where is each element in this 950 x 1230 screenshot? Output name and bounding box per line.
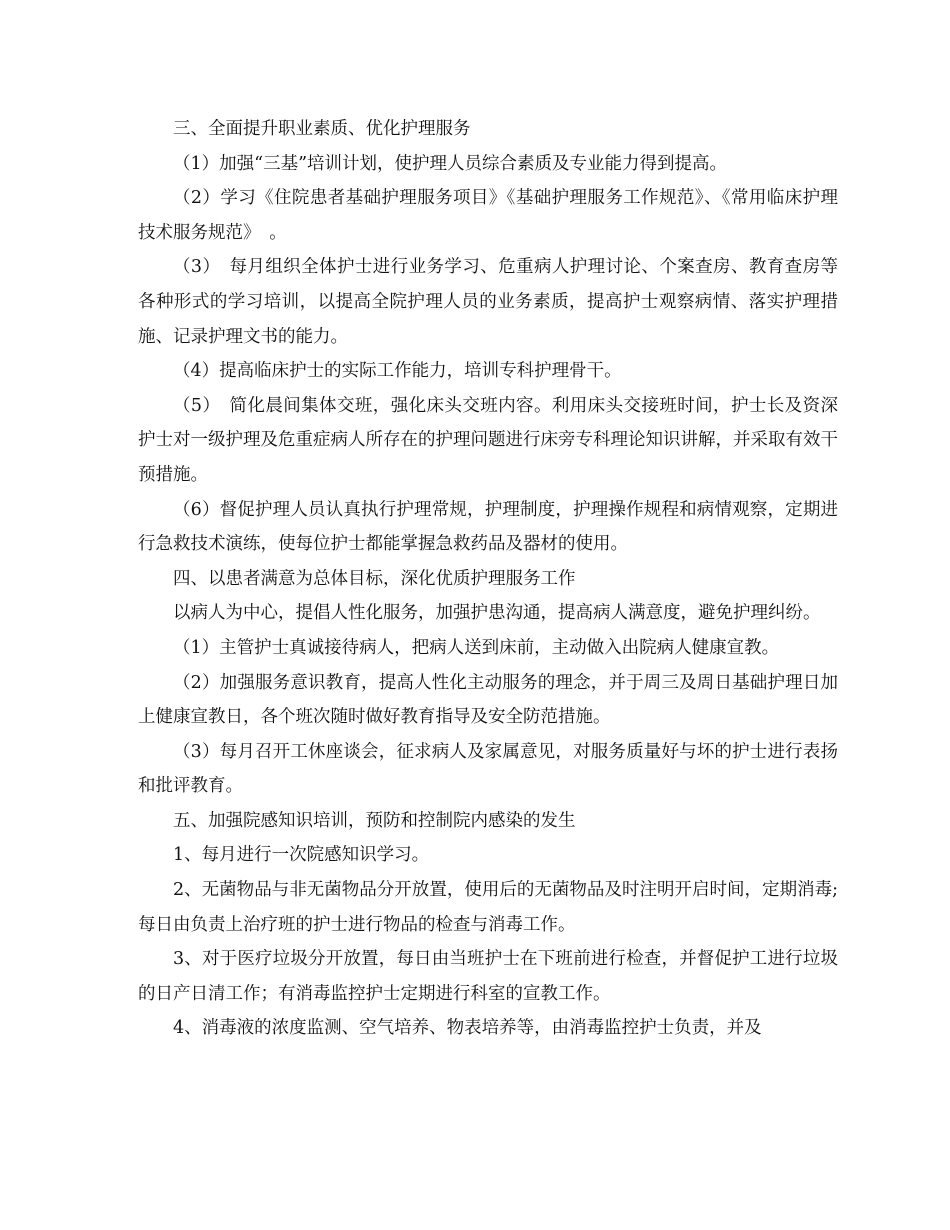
paragraph: （3）每月召开工休座谈会，征求病人及家属意见，对服务质量好与坏的护士进行表扬和批评教育。 <box>138 741 838 797</box>
paragraph: （3） 每月组织全体护士进行业务学习、危重病人护理讨论、个案查房、教育查房等各种形式的学习培训，以提高全院护理人员的业务素质，提高护士观察病情、落实护理措施、记录护理文书的能力。 <box>138 257 838 347</box>
paragraph: （1）主管护士真诚接待病人，把病人送到床前，主动做入出院病人健康宣教。 <box>173 637 780 658</box>
paragraph: （1）加强“三基”培训计划，使护理人员综合素质及专业能力得到提高。 <box>173 153 728 174</box>
section-heading-4: 四、以患者满意为总体目标，深化优质护理服务工作 <box>173 568 576 589</box>
paragraph: （5） 简化晨间集体交班，强化床头交班内容。利用床头交接班时间，护士长及资深护士对一级护理及危重症病人所存在的护理问题进行床旁专科理论知识讲解，并采取有效干预措施。 <box>138 395 838 485</box>
paragraph: 以病人为中心，提倡人性化服务，加强护患沟通，提高病人满意度，避免护理纠纷。 <box>173 603 821 624</box>
paragraph: （6）督促护理人员认真执行护理常规，护理制度，护理操作规程和病情观察，定期进行急救技术演练，使每位护士都能掌握急救药品及器材的使用。 <box>138 499 838 555</box>
section-heading-3: 三、全面提升职业素质、优化护理服务 <box>173 119 471 139</box>
paragraph: （4）提高临床护士的实际工作能力，培训专科护理骨干。 <box>173 361 622 382</box>
paragraph: 3、对于医疗垃圾分开放置，每日由当班护士在下班前进行检查，并督促护工进行垃圾的日产日清工作；有消毒监控护士定期进行科室的宣教工作。 <box>138 949 838 1004</box>
paragraph: （2）学习《住院患者基础护理服务项目》《基础护理服务工作规范》、《常用临床护理技术服务规范》 。 <box>138 188 838 243</box>
document-body <box>138 112 838 1046</box>
paragraph: 2、无菌物品与非无菌物品分开放置，使用后的无菌物品及时注明开启时间，定期消毒;每日由负责上治疗班的护士进行物品的检查与消毒工作。 <box>138 880 838 935</box>
paragraph: 4、消毒液的浓度监测、空气培养、物表培养等，由消毒监控护士负责，并及 <box>173 1018 762 1039</box>
paragraph: 1、每月进行一次院感知识学习。 <box>173 845 430 866</box>
paragraph: （2）加强服务意识教育，提高人性化主动服务的理念，并于周三及周日基础护理日加上健康宣教日，各个班次随时做好教育指导及安全防范措施。 <box>138 672 838 728</box>
section-heading-5: 五、加强院感知识培训，预防和控制院内感染的发生 <box>173 810 576 831</box>
